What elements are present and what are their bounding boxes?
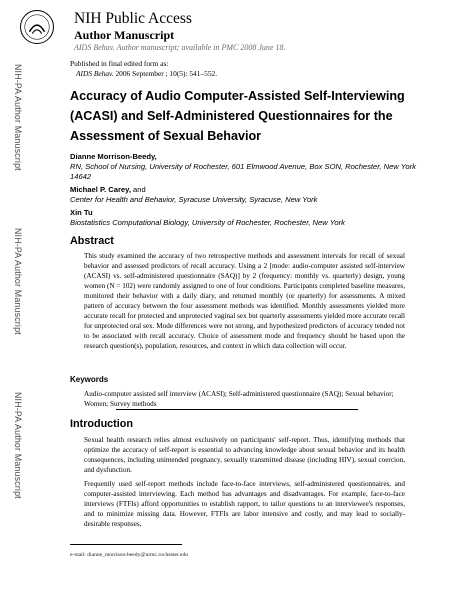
journal-name: AIDS Behav. bbox=[76, 69, 114, 78]
sidebar-label-middle: NIH-PA Author Manuscript bbox=[13, 228, 23, 335]
author-block bbox=[70, 185, 420, 205]
author-name: Xin Tu bbox=[70, 208, 93, 217]
author-block bbox=[70, 208, 420, 228]
footnote-email: e-mail: dianne_morrison-beedy@urmc.rochester.edu bbox=[70, 552, 189, 558]
author-block bbox=[70, 152, 420, 182]
introduction-heading: Introduction bbox=[70, 418, 133, 430]
abstract-text: This study examined the accuracy of two retrospective methods and assessment intervals for recall of sexual behavior and assessed predictors of recall accuracy. Using a 2 [mode: audio-computer assisted self-interview (ACASI) vs. self-administered questionnaire (SAQ)] by 2 (frequency: monthly vs. quarterly) design, young women (N = 102) were randomly assigned to one of four conditions. Participants completed baseline measures, monitored their behavior with a daily diary, and returned monthly (or quarterly) for assessments. A mixed pattern of accuracy between the four assessment methods was identified. Monthly assessments yielded more accurate recall for protected and unprotected vaginal sex but quarterly assessments yielded more accurate recall for unprotected oral sex. Mode differences were not strong, and hypothesized predictors of accuracy tended not to be associated with recall accuracy. Choice of assessment mode and frequency should be based upon the research question(s), population, resources, and context in which data collection will occur. bbox=[84, 252, 405, 350]
intro-paragraph: Frequently used self-report methods include face-to-face interviews, self-administered questionnaires, and computer-assisted interviewing. Each method has advantages and disadvantages. For example, face-to-face interviews (FTFIs) afford opportunities to establish rapport, to tailor questions to an interviewee's responses, and to minimize missing data. However, FTFIs are labor intensive and costly, and may lead to socially-desirable responses, bbox=[84, 480, 405, 528]
section-divider bbox=[116, 409, 358, 410]
nih-seal-icon bbox=[21, 11, 53, 43]
manuscript-label: Author Manuscript bbox=[74, 28, 175, 42]
sidebar-label-bottom: NIH-PA Author Manuscript bbox=[13, 392, 23, 499]
author-name: Michael P. Carey, bbox=[70, 185, 131, 194]
availability-note: AIDS Behav. Author manuscript; available in PMC 2008 June 18. bbox=[74, 43, 286, 52]
keywords-text: Audio-computer assisted self interview (ACASI); Self-administered questionnaire (SAQ); Sexual behavior; Women; Survey methods bbox=[84, 390, 394, 408]
publication-info bbox=[70, 59, 217, 79]
intro-paragraph: Sexual health research relies almost exclusively on participants' self-report. Thus, identifying methods that optimize the accuracy of self-report is essential to advancing knowledge about sexual behavior and its health consequences, including unintended pregnancy, sexually transmitted disease (including HIV), sexual coercion, and dysfunction. bbox=[84, 436, 405, 474]
sidebar-label-top: NIH-PA Author Manuscript bbox=[13, 64, 23, 171]
repository-title: NIH Public Access bbox=[74, 10, 192, 27]
article-title: Accuracy of Audio Computer-Assisted Self-Interviewing (ACASI) and Self-Administered Questionnaires for the Assessment of Sexual Behavior bbox=[70, 89, 405, 143]
nih-logo bbox=[20, 10, 54, 44]
footnote-rule bbox=[70, 544, 182, 545]
citation bbox=[70, 69, 217, 79]
author-suffix: and bbox=[130, 185, 146, 194]
author-affiliation: Center for Health and Behavior, Syracuse University, Syracuse, New York bbox=[70, 195, 318, 204]
keywords-heading: Keywords bbox=[70, 375, 109, 384]
author-affiliation: Biostatistics Computational Biology, University of Rochester, Rochester, New York bbox=[70, 218, 345, 227]
abstract-heading: Abstract bbox=[70, 235, 114, 247]
citation-details: 2006 September ; 10(5): 541–552. bbox=[113, 69, 218, 78]
author-name: Dianne Morrison-Beedy, bbox=[70, 152, 157, 161]
author-affiliation: RN, School of Nursing, University of Rochester, 601 Elmwood Avenue, Box SON, Rochester, New York 14642 bbox=[70, 162, 416, 181]
published-label: Published in final edited form as: bbox=[70, 59, 169, 68]
